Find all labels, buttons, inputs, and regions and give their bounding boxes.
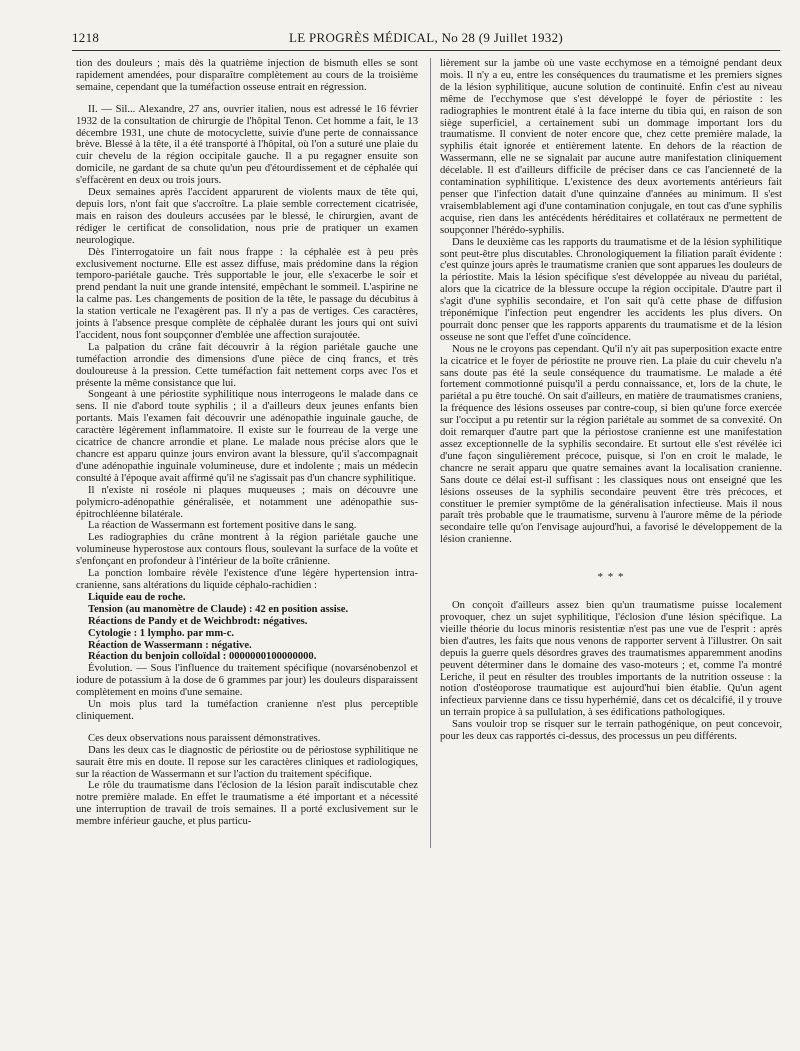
page-header [72, 28, 780, 48]
paragraph: La palpation du crâne fait découvrir à la région pariétale gauche une tuméfaction arrondie des dimensions d'une pièce de cinq francs, et très douloureuse à la pression. Cette tuméfaction fait nettement corps avec l'os et présente la même consistance que lui. [76, 341, 418, 389]
paragraph: Il n'existe ni roséole ni plaques muqueuses ; mais on découvre une polymicro-adénopathie généralisée, et notamment une adénopathie sus-épitrochléenne bilatérale. [76, 484, 418, 520]
paragraph: Ces deux observations nous paraissent démonstratives. [88, 732, 321, 744]
right-column [440, 58, 782, 743]
paragraph: lièrement sur la jambe où une vaste ecchymose en a témoigné pendant deux mois. Il n'y a eu, entre les conséquences du traumatisme et les premiers signes de la lésion syphilitique, aucune solution de continuité. Enfin c'est au niveau même de l'ecchymose que s'est développé le foyer de périostite : les radiographies le montrent étalé à la face interne du tibia qui, en raison de son siège superficiel, a certainement subi un dommage important lors du traumatisme. Il convient de noter encore que, chez cette première malade, la syphilis était ignorée et entièrement latente. En dehors de la réaction de Wassermann, elle ne se signalait par aucune autre manifestation cliniquement décelable. Il est d'ailleurs difficile de préciser dans ce cas l'ancienneté de la contamination syphilitique. L'existence des deux avortements antérieurs fait penser que l'infection datait d'une quinzaine d'années au minimum. Il s'est vraisemblablement agi d'une contamination conjugale, en tout cas d'une syphilis acquise, rien dans les antécédents héréditaires et collatéraux ne permettent de soupçonner l'hérédo-syphilis. [440, 58, 782, 236]
paragraph: Dans le deuxième cas les rapports du traumatisme et de la lésion syphilitique sont peut-être plus discutables. Chronologiquement la filiation paraît évidente : c'est quinze jours après le traumatisme cranien que sont apparues les douleurs de la périostite. Mais la lésion spécifique s'est développée au niveau du pariétal, alors que la cicatrice de la blessure occupe la région occipitale. D'autre part il s'agit d'une syphilis secondaire, et l'on sait qu'à cette phase de diffusion tréponémique l'infection peut engendrer les accidents les plus divers. On pourrait donc penser que les rapports apparents du traumatisme et de la lésion osseuse ne sont que l'effet d'une coïncidence. [440, 236, 782, 343]
paragraph: Deux semaines après l'accident apparurent de violents maux de tête qui, depuis lors, n'ont fait que s'accroître. La plaie semble correctement cicatrisée, mais en raison des douleurs accusées par le blessé, le chirurgien, avant de rédiger le certificat de consolidation, nous prie de pratiquer un examen neurologique. [76, 187, 418, 246]
header-rule [72, 50, 780, 51]
paragraph: Songeant à une périostite syphilitique nous interrogeons le malade dans ce sens. Il nie d'abord toute syphilis ; il a d'ailleurs deux jeunes enfants bien portants. Mais l'examen fait découvrir une adénopathie inguinale gauche, de caractère légèrement inflammatoire. Il existe sur le fourreau de la verge une cicatrice de chancre arrondie et plane. Le malade nous précise alors que le chancre est apparu quinze jours environ avant la blessure, qu'il s'accompagnait d'une adénopathie inguinale volumineuse, dure et indolente ; mais un médecin consulté à l'époque avait affirmé qu'il ne s'agissait pas d'un chancre syphilitique. [76, 389, 418, 484]
paragraph-followup: Un mois plus tard la tuméfaction cranienne n'est plus perceptible cliniquement. [76, 699, 418, 722]
page-number: 1218 [72, 30, 100, 45]
paragraph: Dans les deux cas le diagnostic de périostite ou de périostose syphilitique ne saurait être mis en doute. Il repose sur les caractères cliniques et radiologiques, sur la réaction de Wassermann et sur l'action du traitement spécifique. [76, 744, 418, 780]
running-title: LE PROGRÈS MÉDICAL, No 28 (9 Juillet 1932) [288, 30, 564, 45]
csf-results [76, 592, 418, 663]
paragraph: Nous ne le croyons pas cependant. Qu'il n'y ait pas superposition exacte entre la cicatrice et le foyer de périostite ne prouve rien. La plaie du cuir chevelu n'a sans doute pas été la seule conséquence du traumatisme. Le malade a été fortement commotionné puisqu'il a perdu connaissance, et, lors de la chute, le pariétal a pu être touché. On sait d'ailleurs, en matière de traumatismes craniens, la fréquence des lésions osseuses par contre-coup, si bien qu'une force exercée sur l'occiput a pu retentir sur la région pariétale au sommet de sa convexité. On doit remarquer d'autre part que la périostose cranienne est une manifestation assez exceptionnelle de la syphilis secondaire. Et surtout elle s'est révélée ici d'une façon singulièrement précoce, puisque, si l'on en croit le malade, le chancre ne serait apparu que quatre semaines avant la localisation cranienne. Sans doute ce délai est-il suffisant : les classiques nous ont enseigné que les lésions osseuses de la syphilis secondaire peuvent être très précoces, et constituer le premier symptôme de la généralisation infectieuse. Mais il nous paraît très probable que le traumatisme, survenu à l'aurore même de la période secondaire telle qu'on l'envisage aujourd'hui, a favorisé le développement de la lésion cranienne. [440, 343, 782, 546]
paragraph: Le rôle du traumatisme dans l'éclosion de la lésion paraît indiscutable chez notre première malade. En effet le traumatisme a été important et a nécessité une interruption de travail de trois semaines. Il a porté exclusivement sur le membre inférieur gauche, et plus particu- [76, 780, 418, 828]
paragraph: Dès l'interrogatoire un fait nous frappe : la céphalée est à peu près exclusivement nocturne. Elle est assez diffuse, mais prédomine dans la région temporo-pariétale gauche. Très supportable le jour, elle s'exacerbe le soir et prend pendant la nuit une grande intensité, empêchant le sommeil. L'aspirine ne la calme pas. Les changements de position de la tête, le passage du décubitus à la station verticale ne l'exagèrent pas. Il n'y a pas de vertiges. Ces caractères, joints à l'absence presque complète de céphalée durant les jours qui ont suivi l'accident, nous font soupçonner d'emblée une affection surajoutée. [76, 246, 418, 341]
csf-line: Réactions de Pandy et de Weichbrodt: négatives. [88, 615, 308, 627]
paragraph: La ponction lombaire révèle l'existence d'une légère hypertension intra-cranienne, sans altérations du liquide céphalo-rachidien : [76, 568, 418, 591]
left-column [76, 58, 418, 828]
paragraph-evolution: Évolution. — Sous l'influence du traitement spécifique (novarsénobenzol et iodure de potassium à la dose de 6 grammes par jour) les douleurs disparaissent complètement en moins d'une semaine. [76, 663, 418, 699]
csf-line: Réaction de Wassermann : négative. [88, 639, 252, 651]
csf-line: Liquide eau de roche. [88, 591, 186, 603]
csf-line: Réaction du benjoin colloïdal : 0000000100000000. [88, 651, 317, 663]
csf-line: Tension (au manomètre de Claude) : 42 en position assise. [88, 603, 349, 615]
paragraph: Sans vouloir trop se risquer sur le terrain pathogénique, on peut concevoir, pour les deux cas rapportés ci-dessus, des processus un peu différents. [440, 719, 782, 743]
column-divider [430, 58, 431, 848]
paragraph: II. — Sil... Alexandre, 27 ans, ouvrier italien, nous est adressé le 16 février 1932 de la consultation de chirurgie de l'hôpital Tenon. Cet homme a fait, le 13 décembre 1931, une chute de motocyclette, suivie d'une perte de connaissance brève. Blessé à la tête, il a été transporté à l'hôpital, où l'on a suturé une plaie du cuir chevelu de la région occipitale gauche. Il a pu regagner ensuite son domicile, ne gardant de sa chute qu'un peu d'étourdissement et de céphalée qui s'effacèrent en deux ou trois jours. [76, 103, 418, 187]
section-ornament: * * * [597, 571, 625, 584]
paragraph: On conçoit d'ailleurs assez bien qu'un traumatisme puisse localement provoquer, chez un sujet syphilitique, l'éclosion d'une lésion spécifique. La vieille théorie du locus minoris resistentiæ n'est pas une vue de l'esprit : après bien d'autres, les faits que nous venons de rapporter servent à l'illustrer. On sait depuis la guerre quels désordres graves des traumatismes apparemment anodins peuvent déterminer dans le domaine des vaso-moteurs ; et, comme l'a montré Leriche, il peut en résulter des troubles importants de la nutrition osseuse : la notion d'ostéoporose traumatique est aujourd'hui bien établie. Qu'un agent infectieux parvienne dans ce tissu hyperhémié, dans cet os décalcifié, il y trouve un terrain propice à sa pullulation, à ses édifications pathologiques. [440, 600, 782, 719]
paragraph: Les radiographies du crâne montrent à la région pariétale gauche une volumineuse hyperostose aux contours flous, soulevant la surface de la voûte et s'enfonçant en profondeur à l'intérieur de la boîte crânienne. [76, 532, 418, 568]
csf-line: Cytologie : 1 lympho. par mm-c. [88, 627, 235, 639]
paragraph: La réaction de Wassermann est fortement positive dans le sang. [88, 520, 357, 532]
paragraph: tion des douleurs ; mais dès la quatrième injection de bismuth elles se sont rapidement amendées, pour disparaître complètement au cours de la troisième semaine, cependant que la tuméfaction osseuse entrait en régression. [76, 58, 418, 93]
